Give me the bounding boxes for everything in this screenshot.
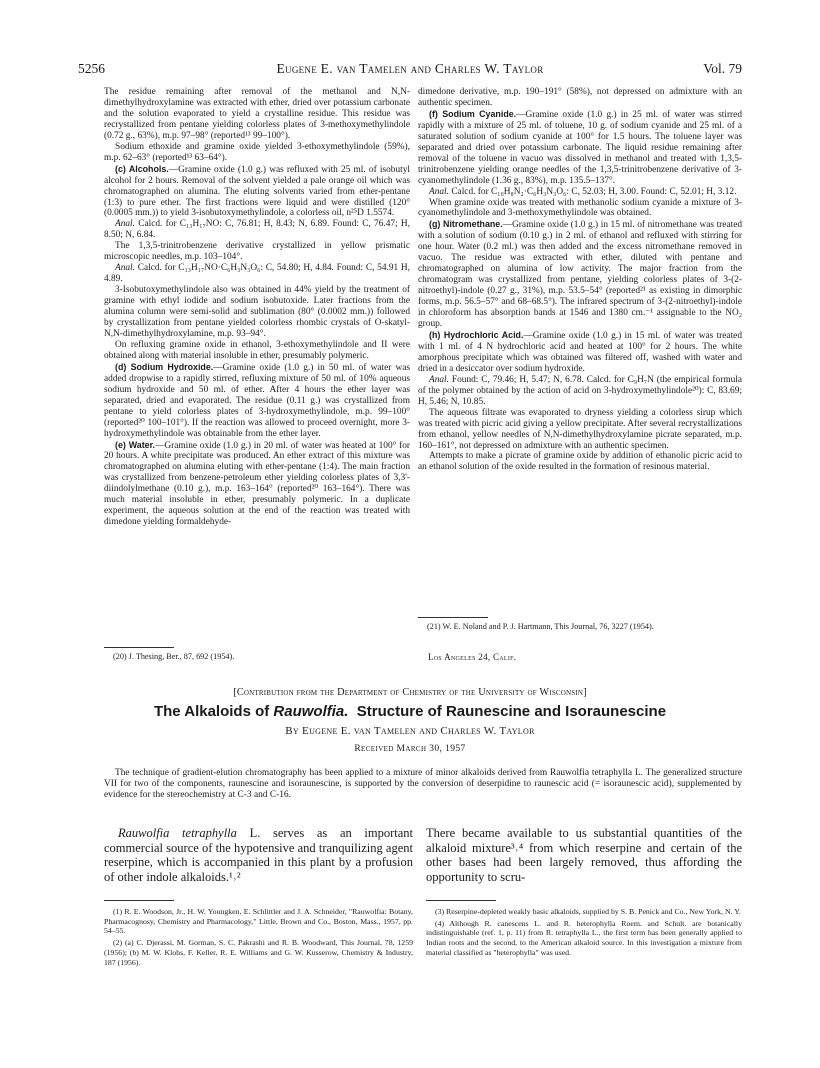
contribution-line: [Contribution from the Department of Chemistry of the University of Wisconsin] bbox=[233, 687, 587, 698]
paragraph: Attempts to make a picrate of gramine oxide by addition of ethanolic picric acid to an ethanol solution of the oxide resulted in the formation of resinous material. bbox=[418, 451, 742, 473]
byline: By Eugene E. van Tamelen and Charles W. Taylor bbox=[285, 725, 535, 737]
species-name: Rauwolfia tetraphylla bbox=[118, 826, 237, 840]
analysis-label: Anal. bbox=[429, 186, 449, 197]
page-number: 5256 bbox=[78, 61, 105, 76]
footnote-3: (3) Reserpine-depleted weakly basic alkaloids, supplied by S. B. Penick and Co., New York, N. Y. bbox=[435, 907, 741, 916]
section-text: —Gramine oxide (1.0 g.) was refluxed with 25 ml. of isobutyl alcohol for 2 hours. Removal of the solvent yielded a pale orange oil which was chromatographed on alumina. The eluting solvents varied from ether-pentane (1:3) to pure ether. The first fractions were liquid and were distilled (120° (0.0005 mm.)) to yield 3-isobutoxymethylindole, a colorless oil, n²⁵D 1.5574. bbox=[104, 164, 410, 219]
paragraph: On refluxing gramine oxide in ethanol, 3-ethoxymethylindole and II were obtained along with material insoluble in ether, presumably polymeric. bbox=[104, 339, 410, 361]
abstract: The technique of gradient-elution chromatography has been applied to a mixture of minor alkaloids derived from Rauwolfia tetraphylla L. The generalized structure VII for two of the components, raunescine and isoraunescine, is supported by the conversion of deserpidine to raunescic acid (= isoraunescic acid), supplemented by evidence for the stereochemistry at C-3 and C-16. bbox=[104, 768, 742, 801]
footnote-rule bbox=[104, 900, 174, 901]
section-d bbox=[104, 362, 410, 440]
paragraph: The 1,3,5-trinitrobenzene derivative crystallized in yellow prismatic microscopic needles, m.p. 103–104°. bbox=[104, 241, 410, 263]
section-f bbox=[418, 109, 742, 187]
genus-name: Rauwolfia. bbox=[273, 703, 349, 720]
paragraph: The aqueous filtrate was evaporated to dryness yielding a colorless sirup which was treated with picric acid giving a yellow precipitate. After several recrystallizations from ethanol, yellow needles of N,N-dimethylhydroxylamine picrate separated, m.p. 160–161°, not depressed on admixture with an authentic specimen. bbox=[418, 407, 742, 451]
analysis-text: Found: C, 79.46; H, 5.47; N, 6.78. Calcd. for C₉H₇N (the empirical formula of the polymer obtained by the action of acid on 3-hydroxymethylindole²⁰): C, 83.69; H, 5.46; N, 10.85. bbox=[418, 374, 742, 407]
section-heading: (h) Hydrochloric Acid. bbox=[429, 329, 524, 340]
analysis bbox=[418, 187, 742, 198]
section-text: —Gramine oxide (1.0 g.) in 15 ml. of nitromethane was treated with a solution of sodium (0.10 g.) in 2 ml. of ethanol and refluxed with stirring for one hour. Water (0.2 ml.) was then added and the excess nitromethane removed in vacuo. The residue was extracted with ether, diluted with pentane and chromatographed on alumina of low activity. The major fraction from the chromatogram was crystallized from pentane, yielding colorless plates of 3-(2-nitroethyl)-indole (0.27 g., 31%), m.p. 53.5–54° (reported²¹ as existing in dimorphic forms, m.p. 56.5–57° and 68–68.5°). The infrared spectrum of 3-(2-nitroethyl)-indole in chloroform has absorption bands at 1546 and 1380 cm.⁻¹ assignable to the NO₂ group. bbox=[418, 220, 743, 330]
analysis-text: Calcd. for C₁₃H₁₇NO: C, 76.81; H, 8.43; N, 6.89. Found: C, 76.47; H, 8.50; N, 6.84. bbox=[104, 219, 410, 241]
analysis bbox=[104, 263, 410, 285]
section-text: —Gramine oxide (1.0 g.) in 50 ml. of water was added dropwise to a rapidly stirred, refluxing mixture of 50 ml. of 10% aqueous sodium hydroxide and 50 ml. of ether. After 4 hours the ether layer was separated, dried and evaporated. The residue (0.11 g.) was crystallized from pentane to yield colorless plates of 3-hydroxymethylindole, m.p. 99–100° (reported²⁰ 100–101°). If the reaction was allowed to proceed overnight, more 3-hydroxymethylindole was obtainable from the ether layer. bbox=[104, 362, 411, 439]
footnote-4: (4) Although R. canescens L. and R. heterophylla Roem. and Schult. are botanically indistinguishable (ref. 1, p. 11) from R. tetraphylla L., the first term has been generally applied to Indian roots and the second, to the American alkaloid source. In this investigation a mixture from material classified as "heterophylla" was used. bbox=[426, 918, 742, 957]
footnote-rule bbox=[104, 647, 174, 648]
section-h bbox=[418, 330, 742, 375]
analysis-label: Anal. bbox=[429, 374, 449, 385]
left-column bbox=[104, 87, 410, 528]
footnote-rule bbox=[418, 617, 488, 618]
analysis-label: Anal. bbox=[115, 263, 135, 274]
section-heading: (e) Water. bbox=[115, 439, 156, 450]
section-text: —Gramine oxide (1.0 g.) in 15 ml. of water was treated with 1 ml. of 4 N hydrochloric acid and heated at 100° for 2 hours. The white amorphous precipitate which was obtained was filtered off, washed with water and dried in a desiccator over sodium hydroxide. bbox=[418, 330, 742, 374]
right-column bbox=[418, 87, 742, 473]
article-title: The Alkaloids of Rauwolfia. Structure of Raunescine and Isoraunescine bbox=[153, 703, 667, 720]
analysis bbox=[418, 375, 742, 408]
paragraph: When gramine oxide was treated with methanolic sodium cyanide a mixture of 3-cyanomethylindole and 3-methoxymethylindole was obtained. bbox=[418, 197, 742, 219]
analysis-text: Calcd. for C₁₀H₈N₂·C₆H₃N₃O₆: C, 52.03; H, 3.00. Found: C, 52.01; H, 3.12. bbox=[451, 186, 737, 197]
body-right: There became available to us substantial quantities of the alkaloid mixture³˒⁴ from which reserpine and certain of the other bases had been largely removed, thus affording the opportunity to scru- bbox=[426, 826, 742, 884]
body-left: Rauwolfia tetraphylla L. serves as an important commercial source of the hypotensive and tranquilizing agent reserpine, which is accompanied in this plant by a profusion of other indole alkaloids.¹˒² bbox=[104, 826, 413, 884]
section-heading: (f) Sodium Cyanide. bbox=[429, 108, 517, 119]
section-heading: (d) Sodium Hydroxide. bbox=[115, 361, 214, 372]
section-heading: (c) Alcohols. bbox=[115, 163, 169, 174]
footnote-rule bbox=[426, 900, 496, 901]
analysis bbox=[104, 219, 410, 241]
footnote-2: (2) (a) C. Djerassi, M. Gorman, S. C. Pakrashi and R. B. Woodward, This Journal, 78, 1259 (1956); (b) M. W. Klohs, F. Keller, R. E. Williams and G. W. Kusserow, Chemistry & Industry, 187 (1956). bbox=[104, 938, 413, 967]
section-text: —Gramine oxide (1.0 g.) in 20 ml. of water was heated at 100° for 20 hours. A white precipitate was produced. An ether extract of this mixture was chromatographed on alumina eluting with ether-pentane (1:4). The main fraction was crystallized from benzene-petroleum ether yielding colorless plates of 3,3'-diindolylmethane (0.10 g.), m.p. 163–164° (reported²⁰ 163–164°). There was much material insoluble in ether, presumably polymeric. In a duplicate experiment, the aqueous solution at the end of the reaction was treated with dimedone yielding formaldehyde- bbox=[104, 440, 411, 528]
section-c bbox=[104, 164, 410, 220]
section-g bbox=[418, 219, 742, 330]
footnote-21: (21) W. E. Noland and P. J. Hartmann, This Journal, 76, 3227 (1954). bbox=[427, 622, 654, 631]
analysis-label: Anal. bbox=[115, 219, 135, 230]
section-e bbox=[104, 440, 410, 529]
section-text: —Gramine oxide (1.0 g.) in 25 ml. of water was stirred rapidly with a mixture of 25 ml. of toluene, 10 g. of sodium cyanide and 25 ml. of a saturated solution of sodium cyanide at 100° for 1.5 hours. The toluene layer was separated and dried over potassium carbonate. The liquid residue remaining after removal of the toluene in vacuo was dissolved in methanol and treated with 1,3,5-trinitrobenzene yielding orange needles of the 1,3,5-trinitrobenzene derivative of 3-cyanomethylindole (1.36 g., 83%), m.p. 135.5–137°. bbox=[418, 109, 742, 186]
received-date: Received March 30, 1957 bbox=[354, 744, 466, 754]
running-title: Eugene E. van Tamelen and Charles W. Taylor bbox=[276, 61, 544, 76]
volume-label: Vol. 79 bbox=[703, 61, 742, 76]
running-header bbox=[78, 61, 742, 77]
footnotes-left bbox=[104, 907, 413, 969]
location: Los Angeles 24, Calif. bbox=[428, 652, 517, 662]
footnote-1: (1) R. E. Woodson, Jr., H. W. Youngken, E. Schlittler and J. A. Schneider, "Rauwolfia: Botany, Pharmacognosy, Chemistry and Pharmacology," Little, Brown and Co., Boston, Mass., 1957, pp. 54–55. bbox=[104, 907, 413, 936]
section-heading: (g) Nitromethane. bbox=[429, 219, 503, 230]
paragraph: dimedone derivative, m.p. 190–191° (58%), not depressed on admixture with an authentic specimen. bbox=[418, 87, 742, 108]
paragraph: 3-Isobutoxymethylindole also was obtained in 44% yield by the treatment of gramine with ethyl iodide and sodium isobutoxide. Later fractions from the alumina column were semi-solid and sublimation (80° (0.0002 mm.)) followed by crystallization from pentane yielded colorless rhombic crystals of O-skatyl-N,N-dimethylhydroxylamine, m.p. 93–94°. bbox=[104, 285, 410, 339]
paragraph: Sodium ethoxide and gramine oxide yielded 3-ethoxymethylindole (59%), m.p. 62–63° (reported¹³ 63–64°). bbox=[104, 141, 410, 163]
footnote-20: (20) J. Thesing, Ber., 87, 692 (1954). bbox=[113, 652, 235, 661]
footnotes-right bbox=[426, 907, 742, 960]
analysis-text: Calcd. for C₁₃H₁₇NO·C₆H₃N₃O₆: C, 54.80; H, 4.84. Found: C, 54.91 H, 4.89. bbox=[104, 263, 411, 285]
paragraph: The residue remaining after removal of the methanol and N,N-dimethylhydroxylamine was extracted with ether, dried over potassium carbonate and the solution evaporated to yield a crystalline residue. This residue was recrystallized from pentane yielding colorless plates of 3-methoxymethylindole (0.72 g., 63%), m.p. 97–98° (reported¹³ 99–100°). bbox=[104, 87, 410, 141]
